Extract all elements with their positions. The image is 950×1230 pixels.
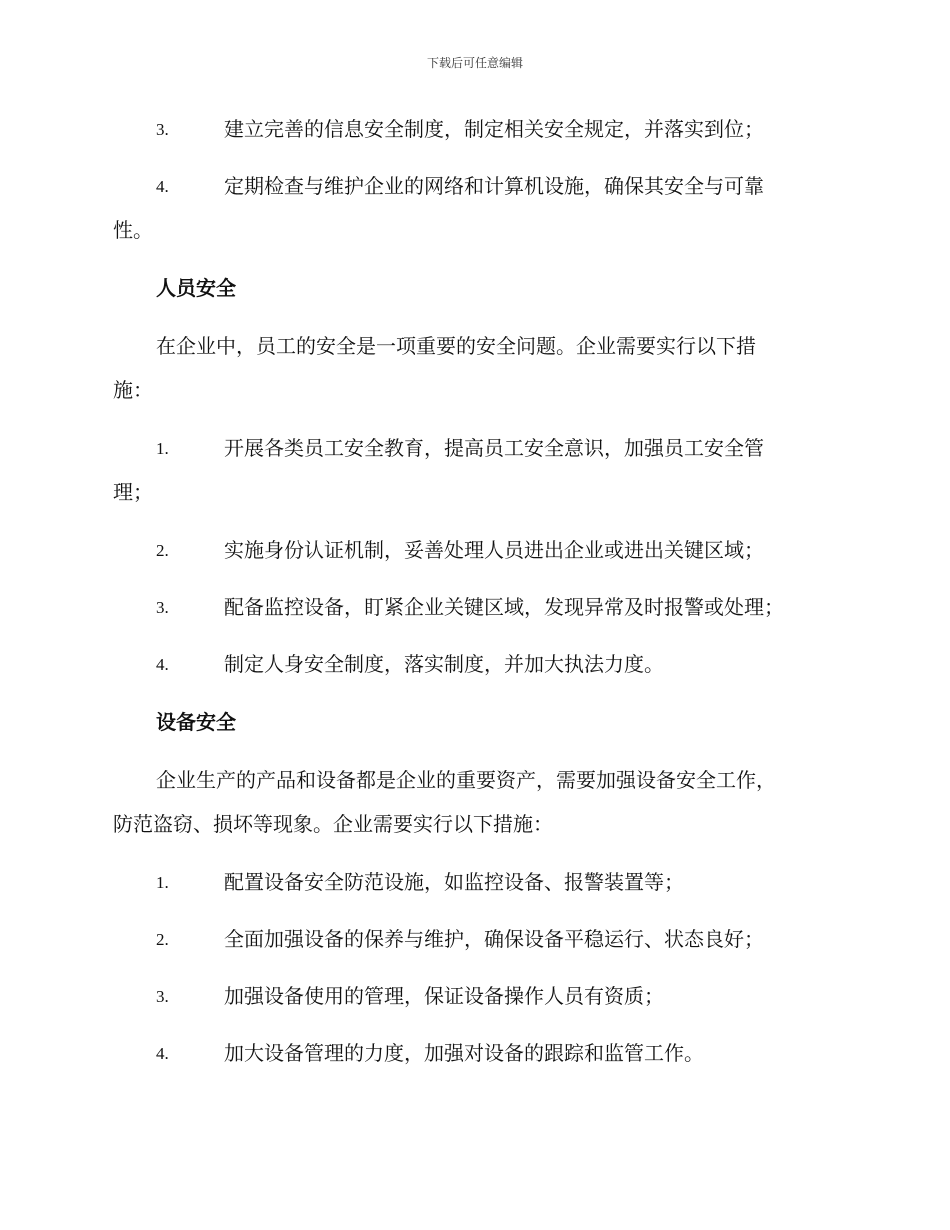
list-item-continuation: 理； xyxy=(113,480,153,504)
section-heading-personnel: 人员安全 xyxy=(156,276,236,300)
list-item-number: 4. xyxy=(156,1044,169,1063)
list-item-text: 开展各类员工安全教育，提高员工安全意识，加强员工安全管 xyxy=(224,436,764,460)
list-item-text: 定期检查与维护企业的网络和计算机设施，确保其安全与可靠 xyxy=(224,174,764,198)
list-item-text: 建立完善的信息安全制度，制定相关安全规定，并落实到位； xyxy=(224,117,764,141)
list-item-text: 制定人身安全制度，落实制度，并加大执法力度。 xyxy=(224,652,664,676)
paragraph-line: 防范盗窃、损坏等现象。企业需要实行以下措施： xyxy=(113,812,553,836)
paragraph-line: 施： xyxy=(113,378,153,402)
list-item-text: 加强设备使用的管理，保证设备操作人员有资质； xyxy=(224,984,664,1008)
list-item-number: 2. xyxy=(156,541,169,560)
list-item-text: 全面加强设备的保养与维护，确保设备平稳运行、状态良好； xyxy=(224,927,764,951)
list-item-number: 1. xyxy=(156,439,169,458)
list-item-number: 3. xyxy=(156,987,169,1006)
list-item-number: 3. xyxy=(156,598,169,617)
list-item-text: 配置设备安全防范设施，如监控设备、报警装置等； xyxy=(224,870,684,894)
list-item-number: 4. xyxy=(156,655,169,674)
list-item-number: 1. xyxy=(156,873,169,892)
list-item-number: 4. xyxy=(156,177,169,196)
list-item-number: 3. xyxy=(156,120,169,139)
paragraph-line: 在企业中，员工的安全是一项重要的安全问题。企业需要实行以下措 xyxy=(156,334,756,358)
list-item-text: 配备监控设备，盯紧企业关键区域，发现异常及时报警或处理； xyxy=(224,595,784,619)
list-item-text: 实施身份认证机制，妥善处理人员进出企业或进出关键区域； xyxy=(224,538,764,562)
list-item-number: 2. xyxy=(156,930,169,949)
page-header: 下载后可任意编辑 xyxy=(426,56,523,70)
paragraph-line: 企业生产的产品和设备都是企业的重要资产，需要加强设备安全工作， xyxy=(156,768,776,792)
list-item-continuation: 性。 xyxy=(113,218,153,242)
list-item-text: 加大设备管理的力度，加强对设备的跟踪和监管工作。 xyxy=(224,1041,704,1065)
section-heading-equipment: 设备安全 xyxy=(156,710,236,734)
